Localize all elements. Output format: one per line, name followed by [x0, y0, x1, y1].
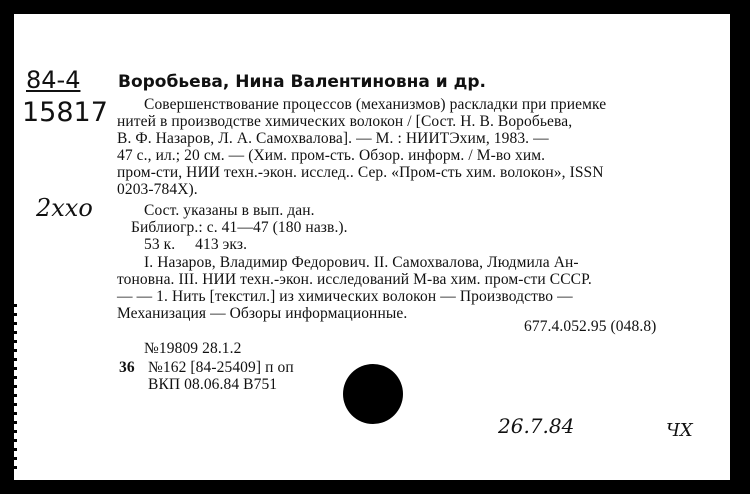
tracing-line-3: — — 1. Нить [текстил.] из химических волокон — Производство — — [117, 288, 573, 305]
title-line-6: 0203-784X). — [117, 181, 198, 198]
punch-hole — [343, 364, 403, 424]
vkp-line: ВКП 08.06.84 В751 — [148, 376, 278, 393]
note-price-copies: 53 к. 413 экз. — [144, 236, 248, 253]
udc-code: 677.4.052.95 (048.8) — [524, 318, 657, 335]
shelf-mark-bottom: 15817 — [22, 97, 108, 128]
handwritten-mark: 2xxo — [36, 194, 93, 222]
note-bibliography: Библиогр.: с. 41—47 (180 назв.). — [131, 219, 348, 236]
tracing-line-1: I. Назаров, Владимир Федорович. II. Самохвалова, Людмила Ан- — [144, 254, 579, 271]
title-line-4: 47 с., ил.; 20 см. — (Хим. пром-сть. Обзор. информ. / М-во хим. — [117, 147, 546, 164]
note-compilers: Сост. указаны в вып. дан. — [144, 202, 315, 219]
catalog-card — [14, 14, 730, 480]
handwritten-date: 26.7.84 — [498, 414, 575, 438]
shelf-mark-top: 84-4 — [26, 66, 81, 94]
title-line-5: пром-сти, НИИ техн.-экон. исслед.. Сер. «Пром-сть хим. волокон», ISSN — [117, 164, 604, 181]
registration-number: №19809 28.1.2 — [144, 340, 242, 357]
order-line: №162 [84-25409] п оп — [148, 359, 294, 376]
tracing-line-2: тоновна. III. НИИ техн.-экон. исследований М-ва хим. пром-сти СССР. — [117, 271, 592, 288]
series-prefix: 36 — [119, 359, 135, 376]
tracing-line-4: Механизация — Обзоры информационные. — [117, 305, 408, 322]
card-edge-marks — [14, 304, 17, 474]
handwritten-initials: ЧХ — [666, 420, 693, 441]
title-line-3: В. Ф. Назаров, Л. А. Самохвалова]. — М. : НИИТЭхим, 1983. — — [117, 130, 549, 147]
title-line-1: Совершенствование процессов (механизмов) раскладки при приемке — [144, 96, 607, 113]
title-line-2: нитей в производстве химических волокон / [Сост. Н. В. Воробьева, — [117, 113, 573, 130]
author-heading: Воробьева, Нина Валентиновна и др. — [118, 72, 486, 92]
